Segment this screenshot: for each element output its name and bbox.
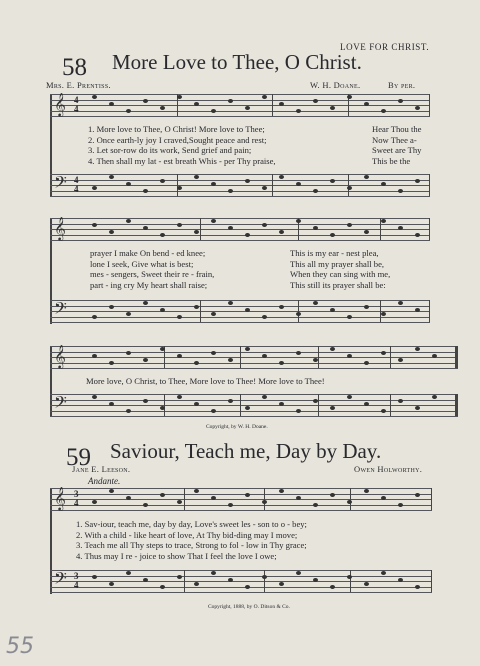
notehead xyxy=(279,582,284,586)
notehead xyxy=(415,406,420,410)
notehead xyxy=(313,226,318,230)
notehead xyxy=(262,395,267,399)
notehead xyxy=(330,585,335,589)
notehead xyxy=(194,489,199,493)
notehead xyxy=(92,186,97,190)
bass-staff xyxy=(50,174,430,196)
notehead xyxy=(92,500,97,504)
notehead xyxy=(381,496,386,500)
notehead xyxy=(262,500,267,504)
hymn-59-copyright: Copyright, 1888, by O. Ditson & Co. xyxy=(208,604,290,610)
notehead xyxy=(143,503,148,507)
hymn-58-title: More Love to Thee, O Christ. xyxy=(112,50,362,74)
notehead xyxy=(211,571,216,575)
time-signature: 4 4 xyxy=(74,175,79,194)
notehead xyxy=(245,179,250,183)
notehead xyxy=(279,175,284,179)
hymn-58-copyright: Copyright, by W. H. Doane. xyxy=(206,424,268,430)
time-signature: 4 4 xyxy=(74,95,79,114)
notehead xyxy=(313,399,318,403)
hymn-58-verses-line-2-end: This is my ear - nest plea, This all my prayer shall be, When they can sing with me, This still its prayer shall be: xyxy=(290,248,391,290)
bass-staff xyxy=(50,394,458,416)
notehead xyxy=(398,358,403,362)
notehead xyxy=(228,226,233,230)
notehead xyxy=(330,106,335,110)
hymn-58-verses-line-1-end: Hear Thou the Now Thee a- Sweet are Thy This be the xyxy=(372,124,422,166)
notehead xyxy=(109,305,114,309)
notehead xyxy=(381,312,386,316)
notehead xyxy=(296,182,301,186)
notehead xyxy=(109,102,114,106)
time-signature: 3 4 xyxy=(74,489,79,508)
notehead xyxy=(296,351,301,355)
notehead xyxy=(160,493,165,497)
notehead xyxy=(415,347,420,351)
notehead xyxy=(381,219,386,223)
treble-staff xyxy=(50,346,458,368)
notehead xyxy=(398,301,403,305)
notehead xyxy=(279,305,284,309)
hymn-58-composer: W. H. Doane. xyxy=(310,80,361,90)
treble-staff xyxy=(50,218,430,240)
notehead xyxy=(92,354,97,358)
time-signature: 3 4 xyxy=(74,571,79,590)
notehead xyxy=(364,102,369,106)
notehead xyxy=(313,578,318,582)
notehead xyxy=(177,95,182,99)
treble-staff xyxy=(50,488,432,510)
notehead xyxy=(126,219,131,223)
notehead xyxy=(313,503,318,507)
notehead xyxy=(364,361,369,365)
notehead xyxy=(381,409,386,413)
notehead xyxy=(143,99,148,103)
notehead xyxy=(381,351,386,355)
notehead xyxy=(228,358,233,362)
hymn-59-composer: Owen Holworthy. xyxy=(354,464,423,474)
notehead xyxy=(415,585,420,589)
bass-clef-icon: 𝄢 xyxy=(54,172,67,196)
notehead xyxy=(228,399,233,403)
notehead xyxy=(109,175,114,179)
notehead xyxy=(92,575,97,579)
notehead xyxy=(262,95,267,99)
notehead xyxy=(160,106,165,110)
notehead xyxy=(398,503,403,507)
notehead xyxy=(143,399,148,403)
hymn-58-verses-line-2: prayer I make On bend - ed knee; lone I seek, Give what is best; mes - sengers, Sweet their re - frain, part - ing cry My heart shall raise; xyxy=(90,248,215,290)
notehead xyxy=(245,493,250,497)
notehead xyxy=(330,233,335,237)
notehead xyxy=(228,578,233,582)
notehead xyxy=(279,402,284,406)
running-title: LOVE FOR CHRIST. xyxy=(340,42,430,52)
hymn-59-author: Jane E. Leeson. xyxy=(72,464,131,474)
notehead xyxy=(296,219,301,223)
notehead xyxy=(245,585,250,589)
notehead xyxy=(398,578,403,582)
notehead xyxy=(245,308,250,312)
notehead xyxy=(313,99,318,103)
notehead xyxy=(143,358,148,362)
notehead xyxy=(126,409,131,413)
notehead xyxy=(330,347,335,351)
bass-clef-icon: 𝄢 xyxy=(54,298,67,322)
hymn-58-permission: By per. xyxy=(388,80,416,90)
notehead xyxy=(296,496,301,500)
notehead xyxy=(160,406,165,410)
notehead xyxy=(245,406,250,410)
notehead xyxy=(177,315,182,319)
notehead xyxy=(160,585,165,589)
notehead xyxy=(194,582,199,586)
notehead xyxy=(381,109,386,113)
notehead xyxy=(296,312,301,316)
notehead xyxy=(347,223,352,227)
notehead xyxy=(262,315,267,319)
notehead xyxy=(415,233,420,237)
notehead xyxy=(194,175,199,179)
notehead xyxy=(126,109,131,113)
notehead xyxy=(245,347,250,351)
notehead xyxy=(160,347,165,351)
hymn-58-refrain: More love, O Christ, to Thee, More love to Thee! More love to Thee! xyxy=(86,376,325,386)
notehead xyxy=(415,106,420,110)
notehead xyxy=(228,189,233,193)
hymn-59-title: Saviour, Teach me, Day by Day. xyxy=(110,439,382,463)
hymn-58-number: 58 xyxy=(62,54,87,81)
notehead xyxy=(160,179,165,183)
notehead xyxy=(347,500,352,504)
notehead xyxy=(177,395,182,399)
treble-clef-icon: 𝄞 xyxy=(54,92,66,116)
treble-clef-icon: 𝄞 xyxy=(54,216,66,240)
bass-staff xyxy=(50,570,432,592)
notehead xyxy=(262,575,267,579)
notehead xyxy=(347,395,352,399)
notehead xyxy=(228,99,233,103)
notehead xyxy=(177,575,182,579)
notehead xyxy=(109,361,114,365)
notehead xyxy=(143,189,148,193)
notehead xyxy=(262,223,267,227)
tempo-marking: Andante. xyxy=(88,476,121,486)
notehead xyxy=(381,571,386,575)
notehead xyxy=(262,186,267,190)
notehead xyxy=(398,226,403,230)
hymn-58-verses-line-1: 1. More love to Thee, O Christ! More love to Thee; 2. Once earth-ly joy I craved,Sought peace and rest; 3. Let sor-row do its work, Send grief and pain; 4. Then shall my lat - est breath Whis - per Thy praise, xyxy=(88,124,276,166)
notehead xyxy=(143,578,148,582)
notehead xyxy=(109,402,114,406)
notehead xyxy=(415,493,420,497)
notehead xyxy=(211,312,216,316)
treble-staff xyxy=(50,94,430,116)
notehead xyxy=(347,575,352,579)
notehead xyxy=(245,106,250,110)
notehead xyxy=(194,305,199,309)
hymn-59-number: 59 xyxy=(66,444,91,471)
notehead xyxy=(330,308,335,312)
bass-clef-icon: 𝄢 xyxy=(54,568,67,592)
notehead xyxy=(211,219,216,223)
notehead xyxy=(279,230,284,234)
notehead xyxy=(177,354,182,358)
notehead xyxy=(279,361,284,365)
notehead xyxy=(330,179,335,183)
notehead xyxy=(126,571,131,575)
notehead xyxy=(347,186,352,190)
notehead xyxy=(296,109,301,113)
notehead xyxy=(432,354,437,358)
notehead xyxy=(160,233,165,237)
notehead xyxy=(330,493,335,497)
notehead xyxy=(143,226,148,230)
notehead xyxy=(347,354,352,358)
hymn-59-verses: 1. Sav-iour, teach me, day by day, Love's sweet les - son to o - bey; 2. With a child - like heart of love, At Thy bid-ding may I move; 3. Teach me all Thy steps to trace, Strong to fol - low in Thy grace; 4. Thus may I re - joice to show That I feel the love I owe; xyxy=(76,519,307,561)
notehead xyxy=(347,95,352,99)
notehead xyxy=(398,189,403,193)
notehead xyxy=(398,399,403,403)
notehead xyxy=(126,496,131,500)
notehead xyxy=(194,402,199,406)
notehead xyxy=(160,308,165,312)
notehead xyxy=(126,312,131,316)
notehead xyxy=(228,301,233,305)
notehead xyxy=(364,582,369,586)
notehead xyxy=(364,402,369,406)
notehead xyxy=(109,230,114,234)
notehead xyxy=(143,301,148,305)
notehead xyxy=(228,503,233,507)
notehead xyxy=(364,175,369,179)
notehead xyxy=(211,496,216,500)
notehead xyxy=(245,233,250,237)
treble-clef-icon: 𝄞 xyxy=(54,486,66,510)
notehead xyxy=(364,230,369,234)
notehead xyxy=(109,489,114,493)
notehead xyxy=(92,315,97,319)
notehead xyxy=(211,351,216,355)
notehead xyxy=(347,315,352,319)
pencil-page-mark: 55 xyxy=(6,634,34,659)
notehead xyxy=(109,582,114,586)
notehead xyxy=(398,99,403,103)
notehead xyxy=(313,301,318,305)
notehead xyxy=(126,351,131,355)
hymn-58-author: Mrs. E. Prentiss. xyxy=(46,80,111,90)
notehead xyxy=(432,395,437,399)
notehead xyxy=(211,109,216,113)
notehead xyxy=(92,395,97,399)
notehead xyxy=(364,305,369,309)
notehead xyxy=(415,179,420,183)
notehead xyxy=(126,182,131,186)
bass-staff xyxy=(50,300,430,322)
notehead xyxy=(381,182,386,186)
bass-clef-icon: 𝄢 xyxy=(54,392,67,416)
notehead xyxy=(415,308,420,312)
notehead xyxy=(194,102,199,106)
notehead xyxy=(296,409,301,413)
treble-clef-icon: 𝄞 xyxy=(54,344,66,368)
notehead xyxy=(313,358,318,362)
notehead xyxy=(313,189,318,193)
notehead xyxy=(194,230,199,234)
notehead xyxy=(194,361,199,365)
notehead xyxy=(364,489,369,493)
notehead xyxy=(92,95,97,99)
notehead xyxy=(296,571,301,575)
notehead xyxy=(177,186,182,190)
notehead xyxy=(92,223,97,227)
notehead xyxy=(177,500,182,504)
notehead xyxy=(211,409,216,413)
notehead xyxy=(279,489,284,493)
notehead xyxy=(330,406,335,410)
notehead xyxy=(211,182,216,186)
notehead xyxy=(262,354,267,358)
notehead xyxy=(177,223,182,227)
notehead xyxy=(279,102,284,106)
